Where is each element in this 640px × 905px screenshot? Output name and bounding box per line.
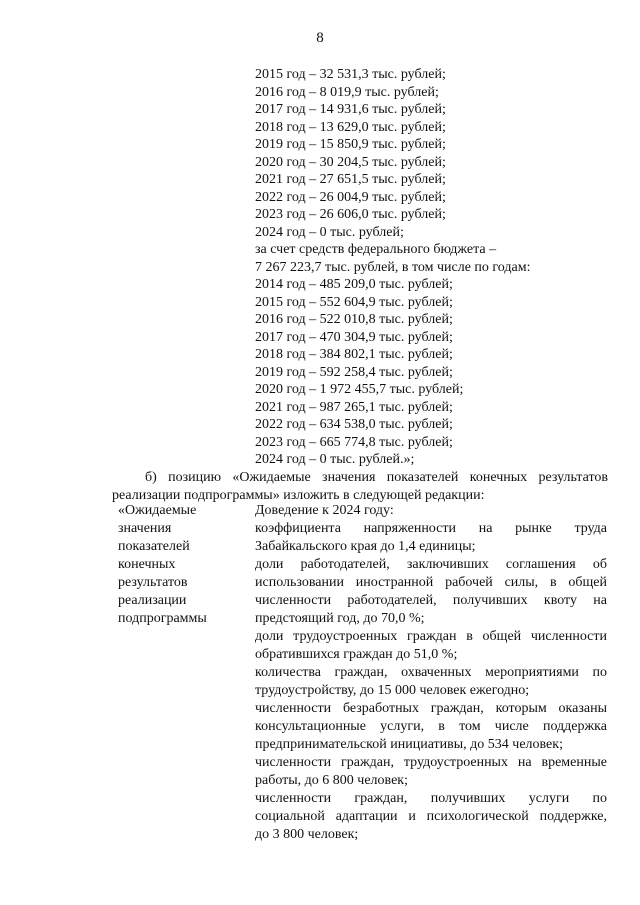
table-right-line: предпринимательской инициативы, до 534 человек; (255, 737, 563, 752)
funding-line: 2021 год – 27 651,5 тыс. рублей; (255, 172, 446, 187)
funding-line: 2020 год – 1 972 455,7 тыс. рублей; (255, 382, 464, 397)
funding-line: 2017 год – 14 931,6 тыс. рублей; (255, 102, 446, 117)
funding-line: 2019 год – 592 258,4 тыс. рублей; (255, 364, 453, 380)
funding-line: 2016 год – 8 019,9 тыс. рублей; (255, 84, 439, 100)
funding-line: 2018 год – 384 802,1 тыс. рублей; (255, 347, 453, 362)
table-left-line: конечных (118, 557, 176, 572)
paragraph-b-text: б) позицию «Ожидаемые значения показателей конечных результатов реализации подпрограммы» изложить в следующей редакции: (112, 470, 608, 503)
table-right-line: количества граждан, охваченных мероприятиями по (255, 665, 607, 680)
funding-line: 2022 год – 26 004,9 тыс. рублей; (255, 189, 446, 205)
table-left-column (118, 502, 248, 628)
funding-line: 2024 год – 0 тыс. рублей.»; (255, 452, 415, 467)
table-right-line: консультационные услуги, в том числе поддержка (255, 719, 607, 734)
table-right-line: до 3 800 человек; (255, 827, 359, 842)
table-right-line: коэффициента напряженности на рынке труда (255, 521, 607, 536)
table-right-line: социальной адаптации и психологической поддержке, (255, 809, 607, 824)
funding-line: 2019 год – 15 850,9 тыс. рублей; (255, 137, 446, 152)
table-left-line: подпрограммы (118, 611, 207, 626)
table-right-line: трудоустройству, до 15 000 человек ежегодно; (255, 683, 530, 698)
funding-line: 2018 год – 13 629,0 тыс. рублей; (255, 119, 446, 135)
table-right-line: численности граждан, получивших услуги по (255, 791, 607, 806)
table-right-line: использовании иностранной рабочей силы, в общей (255, 575, 607, 590)
funding-list (255, 66, 615, 469)
funding-line: 2020 год – 30 204,5 тыс. рублей; (255, 154, 446, 170)
funding-line: 2022 год – 634 538,0 тыс. рублей; (255, 417, 453, 432)
funding-line: 2017 год – 470 304,9 тыс. рублей; (255, 329, 453, 345)
funding-line: 2021 год – 987 265,1 тыс. рублей; (255, 399, 453, 415)
funding-line: 2014 год – 485 209,0 тыс. рублей; (255, 277, 453, 292)
funding-line: 2023 год – 26 606,0 тыс. рублей; (255, 207, 446, 222)
table-right-line: доли работодателей, заключивших соглашения об (255, 557, 607, 572)
table-right-column (255, 502, 607, 844)
funding-line: 2016 год – 522 010,8 тыс. рублей; (255, 312, 453, 327)
funding-line: 2015 год – 32 531,3 тыс. рублей; (255, 67, 446, 82)
funding-line: 2024 год – 0 тыс. рублей; (255, 224, 404, 240)
table-left-line: «Ожидаемые (118, 503, 197, 518)
funding-line: 2015 год – 552 604,9 тыс. рублей; (255, 294, 453, 310)
table-right-line: численности безработных граждан, которым оказаны (255, 701, 607, 716)
table-left-line: значения (118, 521, 172, 536)
table-right-line: предстоящий год, до 70,0 %; (255, 611, 425, 626)
table-right-line: обратившихся граждан до 51,0 %; (255, 647, 458, 662)
page-number: 8 (316, 30, 324, 46)
table-right-line: Доведение к 2024 году: (255, 503, 394, 518)
table-left-line: результатов (118, 575, 188, 590)
table-right-line: Забайкальского края до 1,4 единицы; (255, 539, 476, 554)
table-right-line: доли трудоустроенных граждан в общей численности (255, 629, 607, 644)
table-left-line: показателей (118, 539, 190, 554)
funding-line: 2023 год – 665 774,8 тыс. рублей; (255, 434, 453, 450)
paragraph-b (112, 469, 608, 504)
table-left-line: реализации (118, 593, 187, 608)
table-right-line: работы, до 6 800 человек; (255, 773, 408, 788)
table-right-line: численности работодателей, получивших квоту на (255, 593, 607, 608)
funding-line: 7 267 223,7 тыс. рублей, в том числе по годам: (255, 259, 531, 275)
funding-line: за счет средств федерального бюджета – (255, 242, 497, 257)
table-right-line: численности граждан, трудоустроенных на временные (255, 755, 607, 770)
